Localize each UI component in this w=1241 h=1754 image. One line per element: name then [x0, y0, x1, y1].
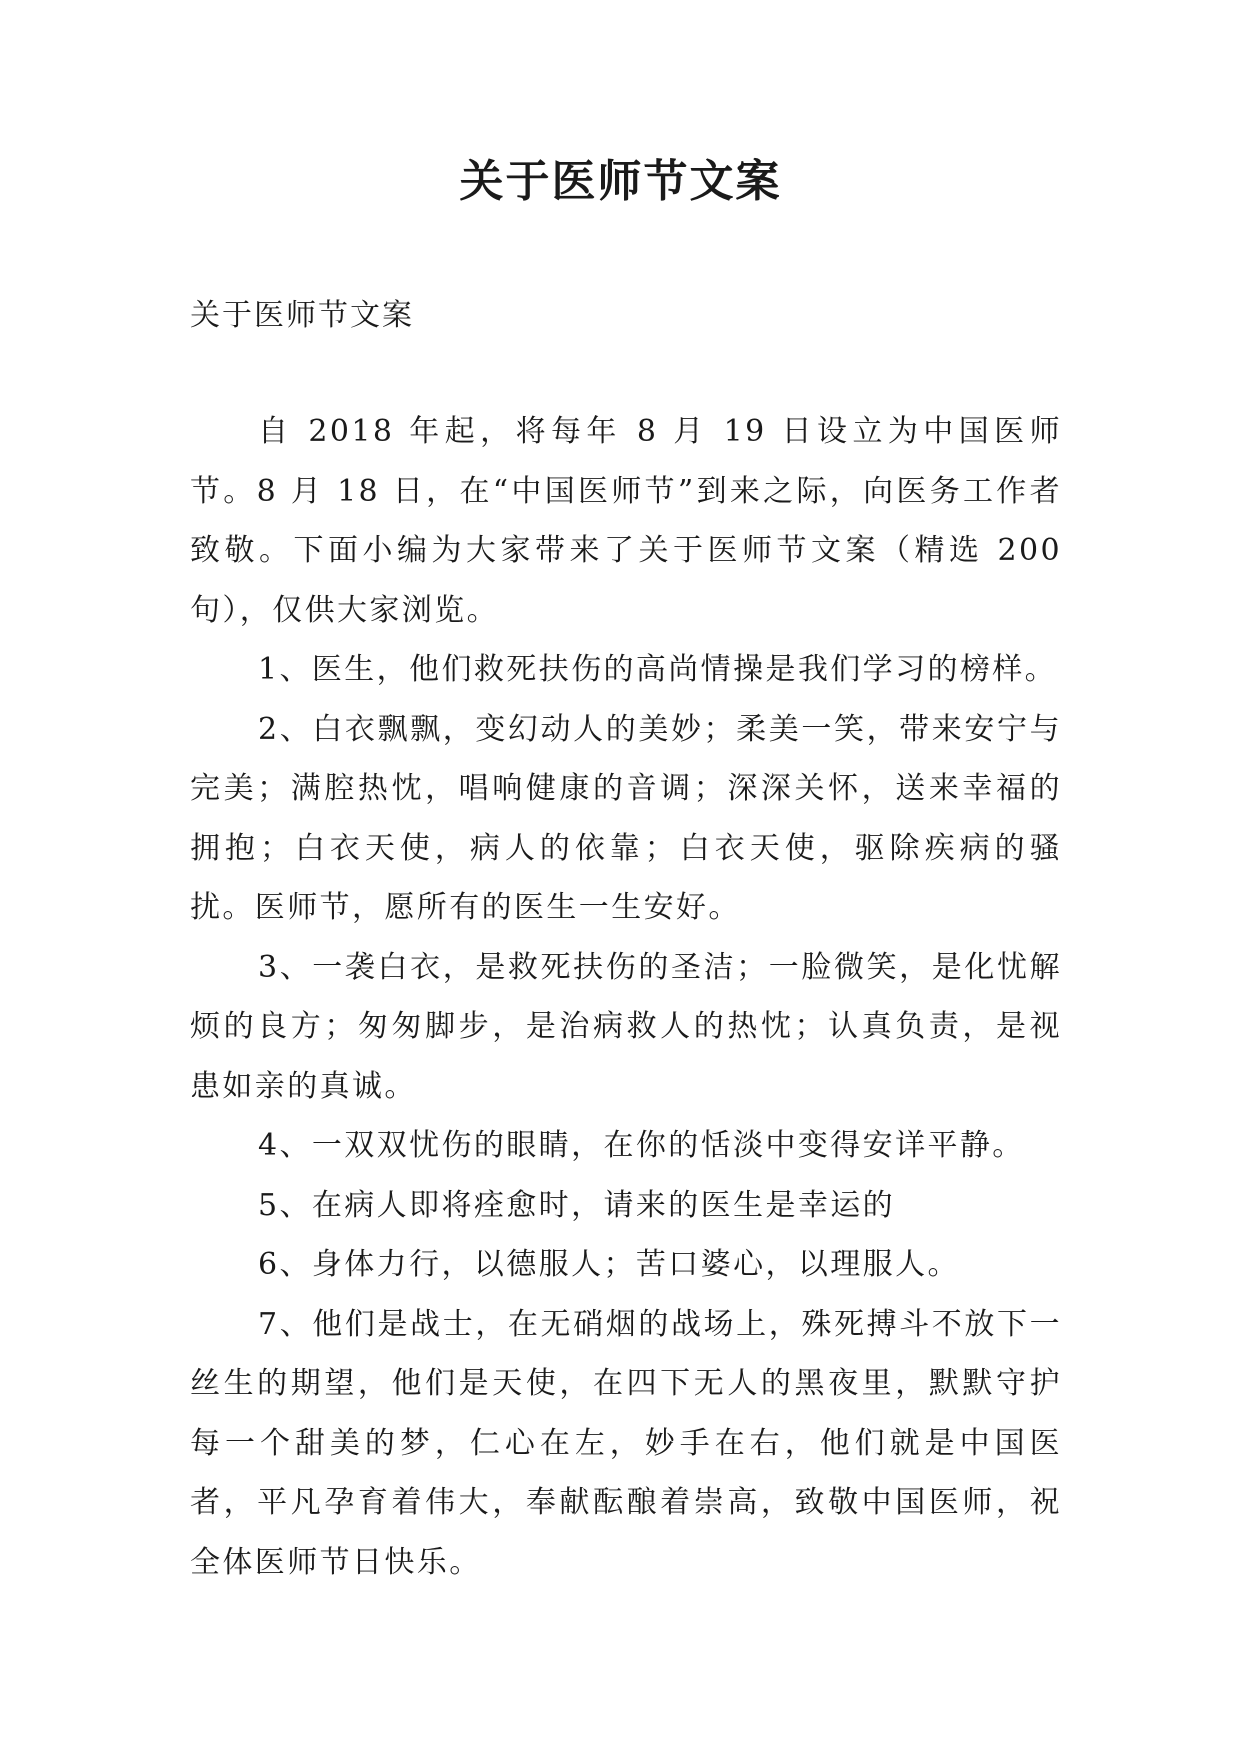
- item-paragraph-7: 7、他们是战士，在无硝烟的战场上，殊死搏斗不放下一丝生的期望，他们是天使，在四下无人的黑夜里，默默守护每一个甜美的梦，仁心在左，妙手在右，他们就是中国医者，平凡孕育着伟大，奉献酝酿着崇高，致敬中国医师，祝全体医师节日快乐。: [190, 1306, 1062, 1580]
- intro-paragraph: 自 2018 年起，将每年 8 月 19 日设立为中国医师节。8 月 18 日，在“中国医师节”到来之际，向医务工作者致敬。下面小编为大家带来了关于医师节文案（精选 200 句），仅供大家浏览。: [190, 414, 1062, 628]
- item-paragraph-4: 4、一双双忧伤的眼睛，在你的恬淡中变得安详平静。: [258, 1128, 1025, 1163]
- item-paragraph-2: 2、白衣飘飘，变幻动人的美妙；柔美一笑，带来安宁与完美；满腔热忱，唱响健康的音调；深深关怀，送来幸福的拥抱；白衣天使，病人的依靠；白衣天使，驱除疾病的骚扰。医师节，愿所有的医生一生安好。: [190, 711, 1062, 925]
- item-paragraph-5: 5、在病人即将痊愈时，请来的医生是幸运的: [258, 1187, 896, 1223]
- item-paragraph-3: 3、一袭白衣，是救死扶伤的圣洁；一脸微笑，是化忧解烦的良方；匆匆脚步，是治病救人的热忱；认真负责，是视患如亲的真诚。: [190, 949, 1062, 1104]
- item-paragraph-1: 1、医生，他们救死扶伤的高尚情操是我们学习的榜样。: [258, 652, 1058, 687]
- item-paragraph-6: 6、身体力行，以德服人；苦口婆心，以理服人。: [258, 1247, 960, 1282]
- document-subtitle: 关于医师节文案: [190, 298, 414, 333]
- document-title: 关于医师节文案: [459, 156, 782, 207]
- document-body: [190, 402, 1062, 1592]
